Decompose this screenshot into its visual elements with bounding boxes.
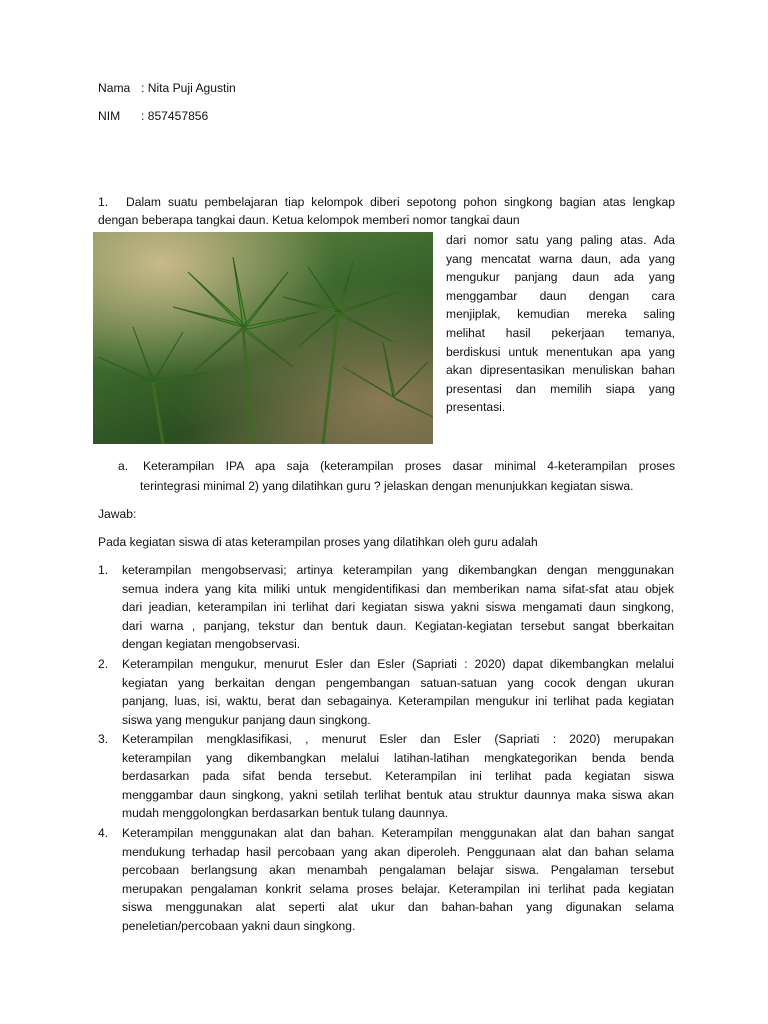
list-item-number: 2. bbox=[98, 657, 109, 671]
list-item-line: percobaan berlangsung akan menambah pengalaman belajar siswa. Pengalaman tersebut bbox=[122, 863, 674, 878]
list-item bbox=[122, 561, 674, 654]
list-item-line: siswa yang mengukur panjang daun singkong. bbox=[122, 712, 371, 727]
nim-value: : 857457856 bbox=[141, 109, 209, 123]
list-item-line: berdasarkan pada sifat benda tersebut. Keterampilan ini terlihat pada kegiatan siswa bbox=[122, 769, 674, 784]
list-item bbox=[122, 824, 674, 936]
list-item-line: mendukung terhadap hasil percobaan yang akan diperoleh. Penggunaan alat dan bahan selama bbox=[122, 844, 674, 859]
list-item bbox=[122, 730, 674, 823]
list-item-line: Keterampilan menggunakan alat dan bahan. Keterampilan menggunakan alat dan bahan sangat bbox=[122, 826, 674, 840]
wrapped-paragraph bbox=[446, 231, 675, 417]
question-line-1: Dalam suatu pembelajaran tiap kelompok diberi sepotong pohon singkong bagian atas lengkap bbox=[126, 195, 675, 209]
list-item-line: dari jeadian, keterampilan ini terlihat dari kegiatan siswa yakni siswa mengamati daun singkong, bbox=[122, 600, 674, 615]
question-line-2: dengan beberapa tangkai daun. Ketua kelompok memberi nomor tangkai daun bbox=[98, 213, 520, 227]
list-item-number: 4. bbox=[98, 826, 109, 840]
wrap-line: yang mencatat warna daun, ada yang bbox=[446, 251, 675, 266]
list-item-line: menggambar daun singkong, yakni setilah terlihat bentuk atau struktur daunnya maka siswa akan bbox=[122, 787, 674, 802]
list-item-line: keterampilan yang dikembangkan melalui latihan-latihan mengkategorikan benda benda bbox=[122, 750, 674, 765]
wrap-line: melihat hasil pekerjaan temanya, bbox=[446, 325, 675, 340]
subquestion-line-1: Keterampilan IPA apa saja (keterampilan proses dasar minimal 4-keterampilan proses bbox=[143, 459, 675, 473]
list-item-line: siswa menggunakan alat seperti alat ukur dan bahan-bahan yang digunakan selama bbox=[122, 900, 674, 915]
nim-label: NIM bbox=[98, 109, 121, 123]
cassava-plant-photo bbox=[93, 232, 433, 444]
wrap-line: menjiplak, kemudian mereka saling bbox=[446, 307, 675, 322]
list-item-line: dengan kegiatan mengobservasi. bbox=[122, 637, 301, 652]
subquestion-label: a. bbox=[118, 459, 129, 473]
list-item-number: 1. bbox=[98, 563, 109, 577]
list-item-line: Keterampilan mengklasifikasi, , menurut Esler dan Esler (Sapriati : 2020) merupakan bbox=[122, 732, 674, 746]
subquestion-line-2: terintegrasi minimal 2) yang dilatihkan guru ? jelaskan dengan menunjukkan kegiatan siswa. bbox=[140, 479, 634, 493]
list-item-line: semua indera yang kita miliki untuk mengidentifikasi dan memberikan nama sifat-sfat atau objek bbox=[122, 581, 674, 596]
list-item-number: 3. bbox=[98, 732, 109, 746]
wrap-line: menggambar daun dengan cara bbox=[446, 288, 675, 303]
answer-intro: Pada kegiatan siswa di atas keterampilan proses yang dilatihkan oleh guru adalah bbox=[98, 535, 538, 549]
name-label: Nama bbox=[98, 81, 131, 95]
list-item-line: merupakan pengalaman konkrit selama proses belajar. Keterampilan ini terlihat pada kegiatan bbox=[122, 881, 674, 896]
wrap-line: akan dipresentasikan menuliskan bahan bbox=[446, 363, 675, 378]
name-value: : Nita Puji Agustin bbox=[141, 81, 236, 95]
answer-label: Jawab: bbox=[98, 507, 137, 521]
list-item-line: mudah menggolongkan berdasarkan bentuk tulang daunnya. bbox=[122, 806, 449, 821]
wrap-line: berdiskusi untuk menentukan apa yang bbox=[446, 344, 675, 359]
list-item-line: kegiatan yang berkaitan dengan pengembangan satuan-satuan yang cocok dengan ukuran bbox=[122, 675, 674, 690]
question-number: 1. bbox=[98, 195, 109, 209]
list-item-line: panjang, luas, isi, waktu, berat dan sebagainya. Keterampilan mengukur ini terlihat pada kegiatan bbox=[122, 694, 674, 709]
list-item-line: Keterampilan mengukur, menurut Esler dan Esler (Sapriati : 2020) dapat dikembangkan melalui bbox=[122, 657, 674, 671]
list-item bbox=[122, 655, 674, 729]
wrap-line: dari nomor satu yang paling atas. Ada bbox=[446, 233, 675, 247]
wrap-line: mengukur panjang daun ada yang bbox=[446, 270, 675, 285]
list-item-line: keterampilan mengobservasi; artinya keterampilan yang dikembangkan dengan menggunakan bbox=[122, 563, 674, 577]
wrap-line: presentasi dan memilih siapa yang bbox=[446, 381, 675, 396]
list-item-line: dari warna , panjang, tekstur dan bentuk daun. Kegiatan-kegiatan tersebut sangat bberkaitan bbox=[122, 618, 674, 633]
list-item-line: peneletian/percobaan yakni daun singkong. bbox=[122, 918, 356, 933]
wrap-line: presentasi. bbox=[446, 400, 506, 415]
